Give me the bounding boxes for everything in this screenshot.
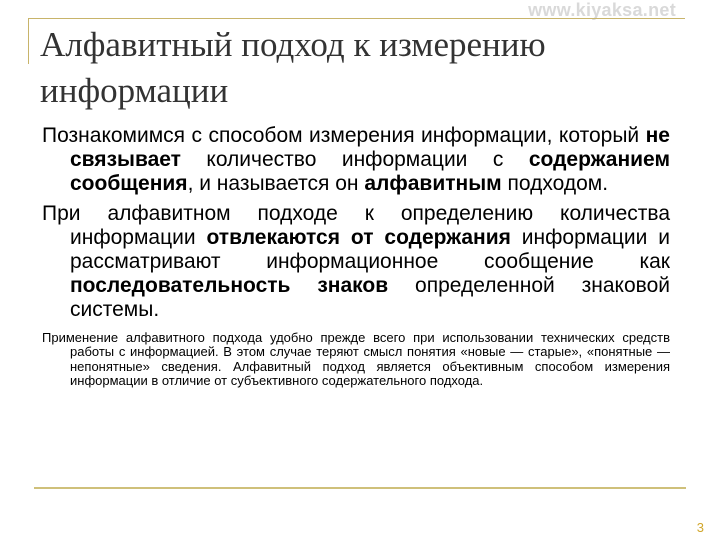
bold-run: алфавитным bbox=[364, 172, 502, 196]
text-run: При алфавитном подходе к определению количества информации bbox=[42, 201, 670, 249]
text-run: определенной знаковой системы. bbox=[70, 274, 670, 322]
page-number: 3 bbox=[696, 520, 704, 535]
bold-run: содержанием сообщения bbox=[70, 148, 670, 196]
paragraph-alphabetic-definition bbox=[42, 202, 670, 323]
bold-run: отвлекаются от содержания bbox=[206, 225, 511, 249]
frame-top-line bbox=[28, 18, 685, 19]
slide-body bbox=[42, 124, 670, 389]
paragraph-alphabetic-application: Применение алфавитного подхода удобно прежде всего при использовании технических средств работы с информацией. В этом случае теряют смысл понятия «новые — старые», «понятные — непонятные» сведения. Алфавитный подход является объективным способом измерения информации в отличие от субъективного содержательного подхода. bbox=[42, 329, 670, 389]
bold-run: последовательность знаков bbox=[70, 274, 389, 298]
slide-title: Алфавитный подход к измерению информации bbox=[40, 25, 546, 110]
watermark-text: www.kiyaksa.net bbox=[528, 0, 676, 20]
frame-left-line bbox=[28, 18, 29, 64]
text-run: информации и рассматривают информационное сообщение как bbox=[70, 225, 670, 274]
text-run: , и называется он bbox=[187, 172, 365, 196]
text-run: количество информации с bbox=[180, 148, 529, 172]
text-run: подходом. bbox=[501, 172, 609, 196]
bold-run: не связывает bbox=[70, 124, 670, 172]
bottom-divider bbox=[34, 487, 686, 489]
paragraph-alphabetic-intro bbox=[42, 124, 670, 197]
text-run: Познакомимся с способом измерения информации, который bbox=[42, 124, 646, 147]
